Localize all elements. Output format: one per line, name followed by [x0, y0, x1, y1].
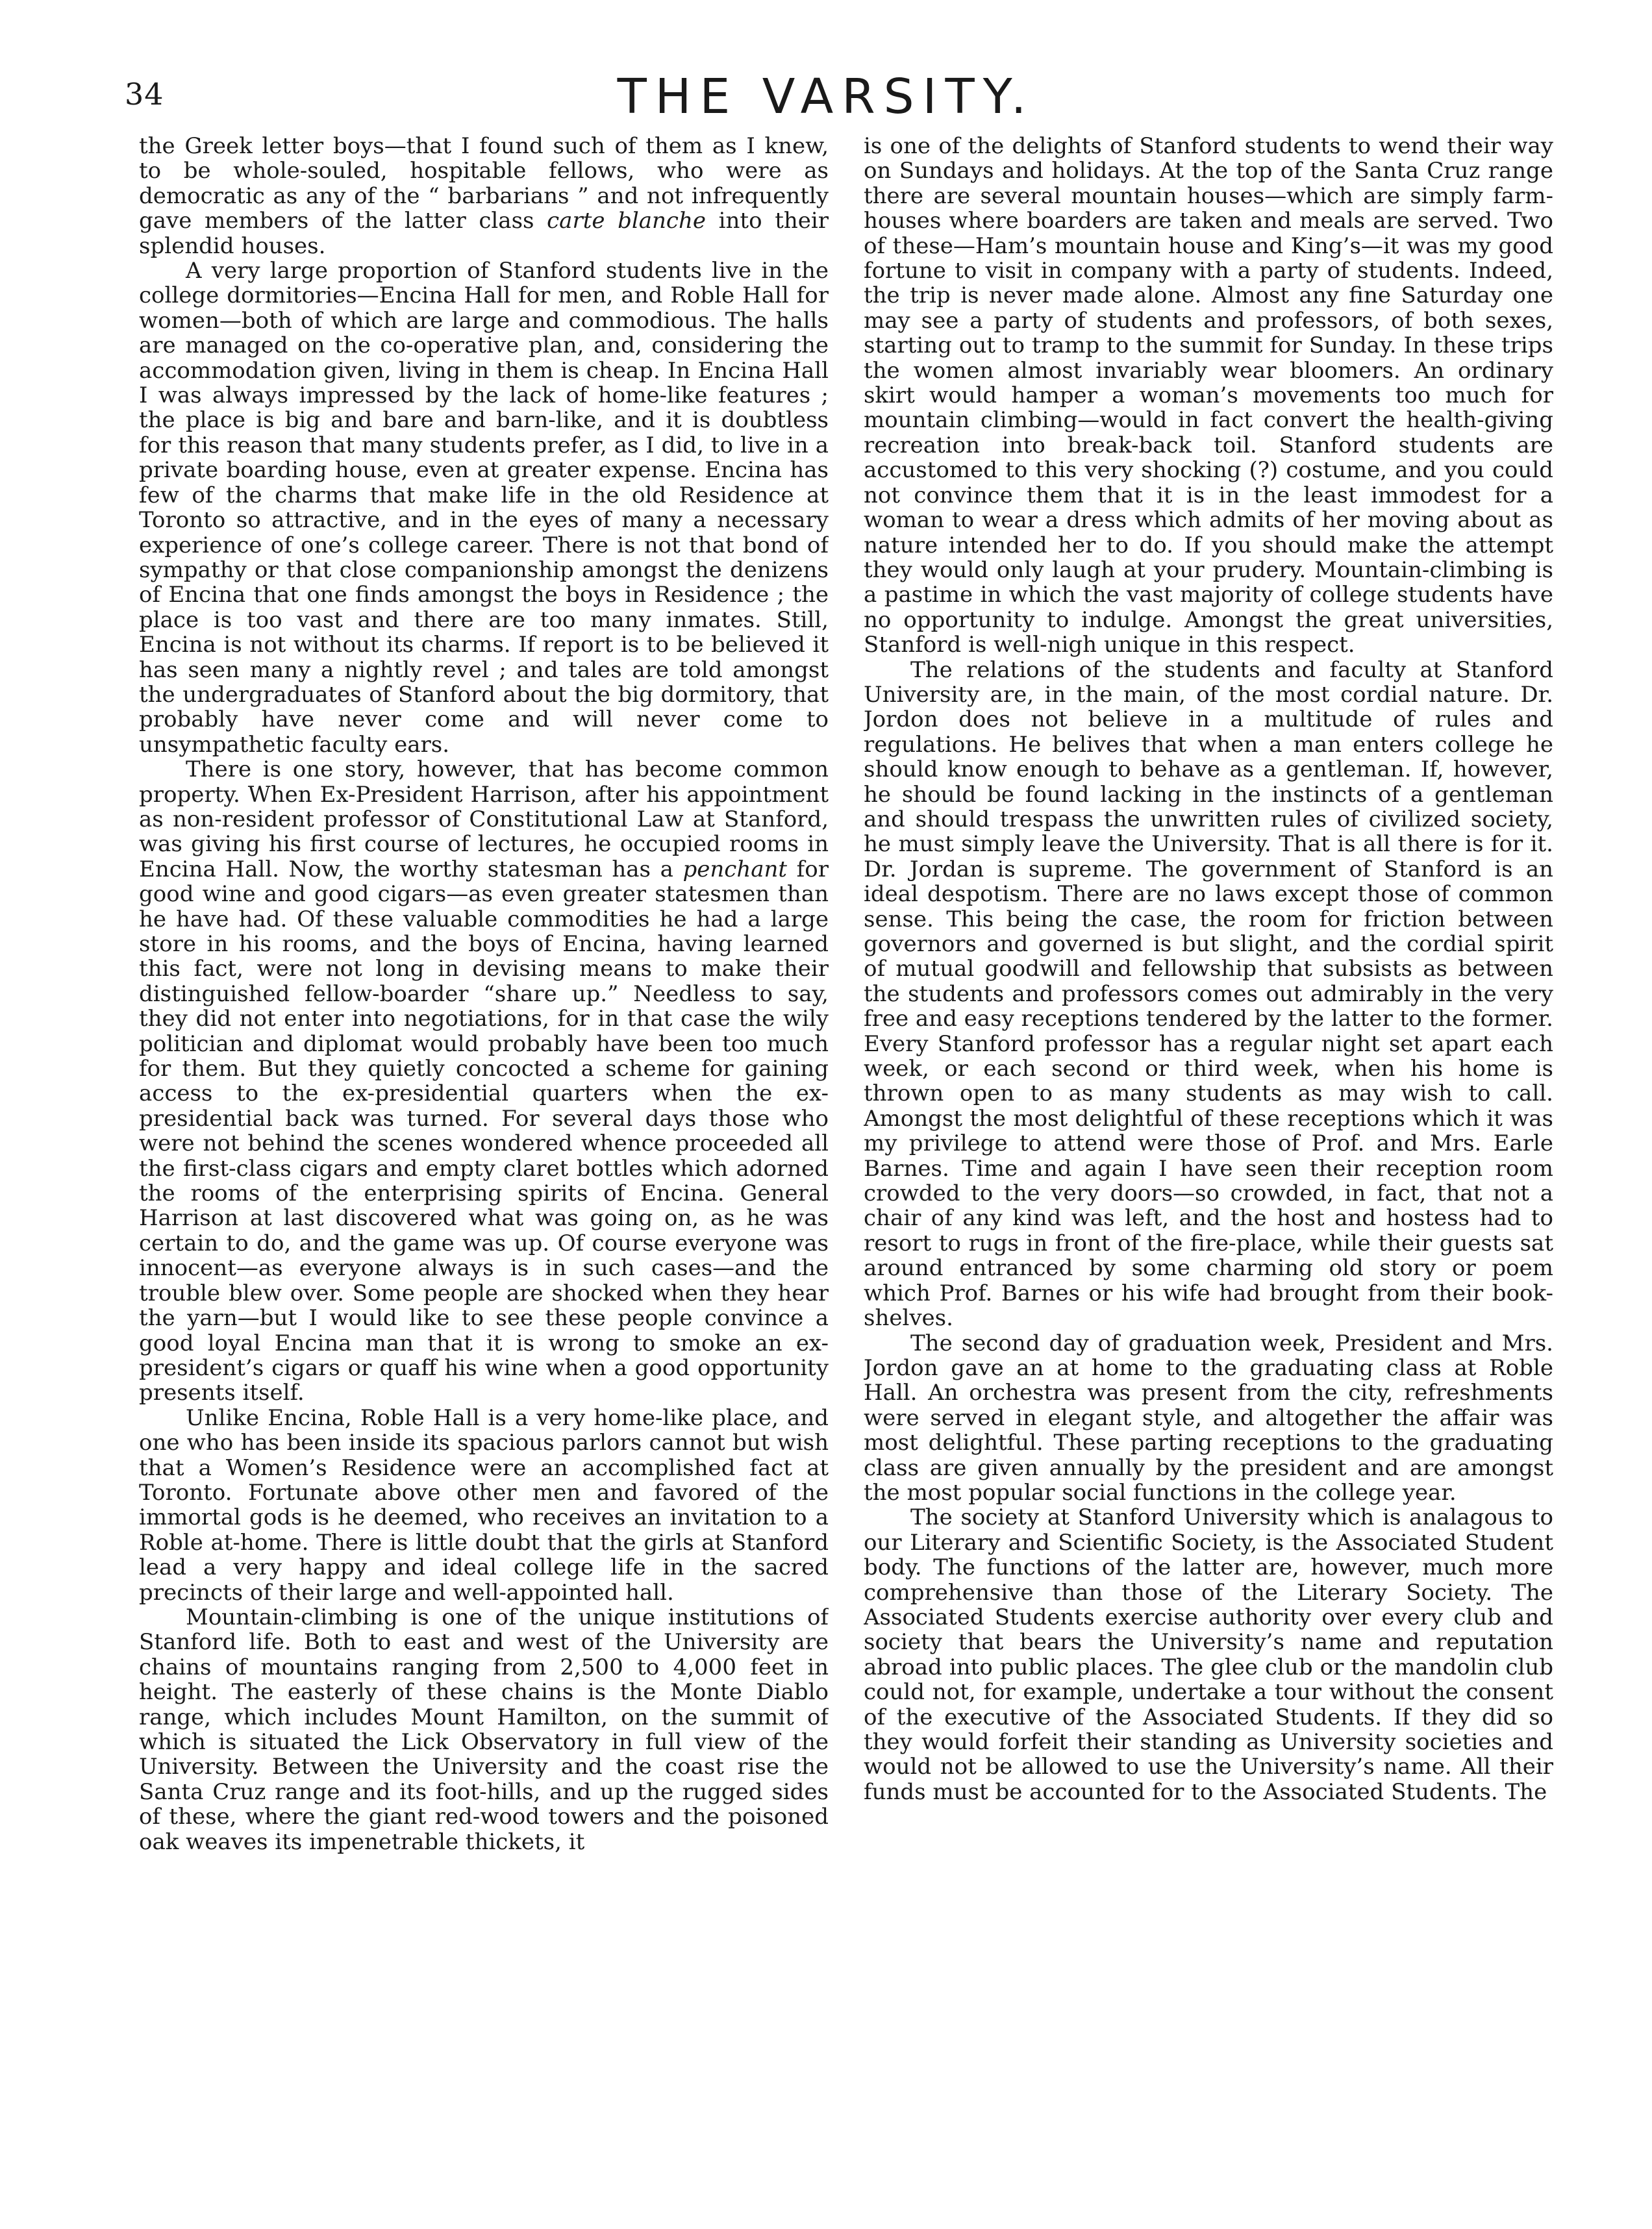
italic-text: carte blanche: [547, 208, 706, 234]
paragraph: [139, 1605, 829, 1854]
paragraph: [139, 134, 829, 258]
right-column: [864, 134, 1553, 2179]
paragraph: [864, 1505, 1553, 1804]
page-number: 34: [125, 77, 164, 112]
paragraph: [139, 1406, 829, 1605]
left-column: [139, 134, 829, 2179]
paragraph: [139, 757, 829, 1406]
paragraph: [139, 258, 829, 757]
text-run: The relations of the students and faculty at Stanford University are, in the main, of the most cordial nature. Dr. Jordon does not believe in a multitude of rules and regulations. He belives that when a man enters college he should know enough to behave as a gentleman. If, however, he should be found lacking in the instincts of a gentleman and should trespass the unwritten rules of civilized society, he must simply leave the University. That is all there is for it. Dr. Jordan is supreme. The government of Stanford is an ideal despotism. There are no laws except those of common sense. This being the case, the room for friction between governors and governed is but slight, and the cordial spirit of mutual goodwill and fellowship that subsists as between the students and professors comes out admirably in the very free and easy receptions tendered by the latter to the former. Every Stanford professor has a regular night set apart each week, or each second or third week, when his home is thrown open to as many students as may wish to call. Amongst the most delightful of these receptions which it was my privilege to attend were those of Prof. and Mrs. Earle Barnes. Time and again I have seen their reception room crowded to the very doors—so crowded, in fact, that not a chair of any kind was left, and the host and hostess had to resort to rugs in front of the fire-place, while their guests sat around entranced by some charming old story or poem which Prof. Barnes or his wife had brought from their book-shelves.: [864, 656, 1553, 1332]
text-run: for good wine and good cigars—as even greater statesmen than he have had. Of these valuable commodities he had a large store in his rooms, and the boys of Encina, having learned this fact, were not long in devising means to make their distinguished fellow-boarder “share up.” Needless to say, they did not enter into negotiations, for in that case the wily politician and diplomat would probably have been too much for them. But they quietly concocted a scheme for gaining access to the ex-presidential quarters when the ex-presidential back was turned. For several days those who were not behind the scenes wondered whence proceeded all the first-class cigars and empty claret bottles which adorned the rooms of the enterprising spirits of Encina. General Harrison at last discovered what was going on, as he was certain to do, and the game was up. Of course everyone was innocent—as everyone always is in such cases—and the trouble blew over. Some people are shocked when they hear the yarn—but I would like to see these people convince a good loyal Encina man that it is wrong to smoke an ex-president’s cigars or quaff his wine when a good opportunity presents itself.: [139, 856, 829, 1406]
text-run: The society at Stanford University which is analagous to our Literary and Scientific Society, is the Associated Student body. The functions of the latter are, however, much more comprehensive than those of the Literary Society. The Associated Students exercise authority over every club and society that bears the University’s name and reputation abroad into public places. The glee club or the mandolin club could not, for example, undertake a tour without the consent of the executive of the Associated Students. If they did so they would forfeit their standing as University societies and would not be allowed to use the University’s name. All their funds must be accounted for to the Associated Students. The: [864, 1504, 1553, 1805]
text-run: Mountain-climbing is one of the unique institutions of Stanford life. Both to east and west of the University are chains of mountains ranging from 2,500 to 4,000 feet in height. The easterly of these chains is the Monte Diablo range, which includes Mount Hamilton, on the summit of which is situated the Lick Observatory in full view of the University. Between the University and the coast rise the Santa Cruz range and its foot-hills, and up the rugged sides of these, where the giant red-wood towers and the poisoned oak weaves its impenetrable thickets, it: [139, 1604, 829, 1855]
text-run: is one of the delights of Stanford students to wend their way on Sundays and holidays. At the top of the Santa Cruz range there are several mountain houses—which are simply farm-houses where boarders are taken and meals are served. Two of these—Ham’s mountain house and King’s—it was my good fortune to visit in company with a party of students. Indeed, the trip is never made alone. Almost any fine Saturday one may see a party of students and professors, of both sexes, starting out to tramp to the summit for Sunday. In these trips the women almost invariably wear bloomers. An ordinary skirt would hamper a woman’s movements too much for mountain climbing—would in fact convert the health-giving recreation into break-back toil. Stanford students are accustomed to this very shocking (?) costume, and you could not convince them that it is in the least immodest for a woman to wear a dress which admits of her moving about as nature intended her to do. If you should make the attempt they would only laugh at your prudery. Mountain-climbing is a pastime in which the vast majority of college students have no opportunity to indulge. Amongst the great universities, Stanford is well-nigh unique in this respect.: [864, 134, 1553, 658]
paragraph: [864, 658, 1553, 1331]
text-run: A very large proportion of Stanford students live in the college dormitories—Encina Hall for men, and Roble Hall for women—both of which are large and commodious. The halls are managed on the co-operative plan, and, considering the accommodation given, living in them is cheap. In Encina Hall I was always impressed by the lack of home-like features ; the place is big and bare and barn-like, and it is doubtless for this reason that many students prefer, as I did, to live in a private boarding house, even at greater expense. Encina has few of the charms that make life in the old Residence at Toronto so attractive, and in the eyes of many a necessary experience of one’s college career. There is not that bond of sympathy or that close companionship amongst the denizens of Encina that one finds amongst the boys in Residence ; the place is too vast and there are too many inmates. Still, Encina is not without its charms. If report is to be believed it has seen many a nightly revel ; and tales are told amongst the undergraduates of Stanford about the big dormitory, that probably have never come and will never come to unsympathetic faculty ears.: [139, 258, 829, 758]
paragraph: [864, 134, 1553, 658]
text-run: the Greek letter boys—that I found such of them as I knew, to be whole-souled, hospitable fellows, who were as democratic as any of the “ barbarians ” and not infrequently gave members of the latter class: [139, 134, 829, 234]
text-run: The second day of graduation week, President and Mrs. Jordon gave an at home to the graduating class at Roble Hall. An orchestra was present from the city, refreshments were served in elegant style, and altogether the affair was most delightful. These parting receptions to the graduating class are given annually by the president and are amongst the most popular social functions in the college year.: [864, 1330, 1553, 1506]
text-run: Unlike Encina, Roble Hall is a very home-like place, and one who has been inside its spacious parlors cannot but wish that a Women’s Residence were an accomplished fact at Toronto. Fortunate above other men and favored of the immortal gods is he deemed, who receives an invitation to a Roble at-home. There is little doubt that the girls at Stanford lead a very happy and ideal college life in the sacred precincts of their large and well-appointed hall.: [139, 1404, 829, 1606]
italic-text: penchant: [682, 856, 788, 882]
paragraph: [864, 1331, 1553, 1506]
text-run: There is one story, however, that has become common property. When Ex-President Harrison, after his appointment as non-resident professor of Constitutional Law at Stanford, was giving his first course of lectures, he occupied rooms in Encina Hall. Now, the worthy statesman has a: [139, 756, 829, 882]
text-run: into their splendid houses.: [139, 208, 829, 259]
masthead-title: THE VARSITY.: [617, 69, 1035, 125]
